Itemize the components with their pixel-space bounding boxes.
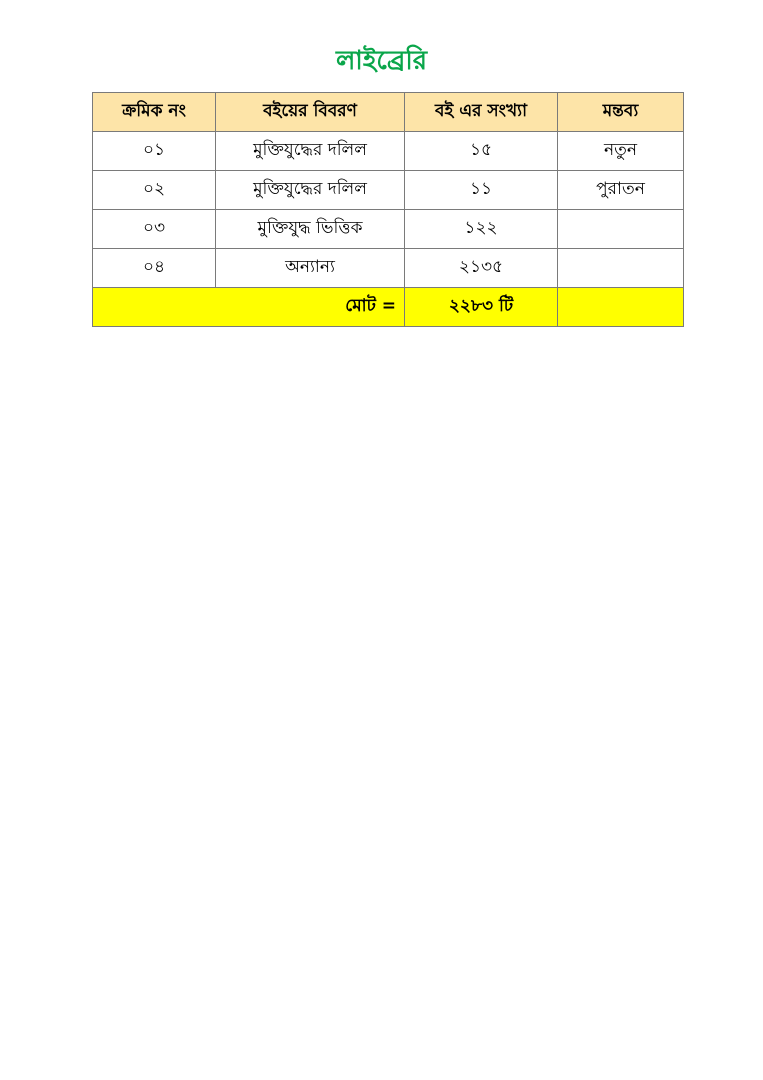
cell-description: মুক্তিযুদ্ধের দলিল xyxy=(216,171,405,210)
header-remark: মন্তব্য xyxy=(558,93,684,132)
header-serial: ক্রমিক নং xyxy=(93,93,216,132)
header-count: বই এর সংখ্যা xyxy=(405,93,558,132)
library-table xyxy=(92,92,684,327)
cell-remark: নতুন xyxy=(558,132,684,171)
cell-serial: ০১ xyxy=(93,132,216,171)
cell-serial: ০৪ xyxy=(93,249,216,288)
page-title: লাইব্রেরি xyxy=(335,46,428,76)
total-label: মোট = xyxy=(93,288,405,327)
cell-serial: ০৩ xyxy=(93,210,216,249)
table-row xyxy=(93,171,684,210)
cell-description: অন্যান্য xyxy=(216,249,405,288)
table-row xyxy=(93,210,684,249)
cell-count: ১৫ xyxy=(405,132,558,171)
total-row xyxy=(93,288,684,327)
cell-remark xyxy=(558,210,684,249)
table-row xyxy=(93,132,684,171)
cell-remark: পুরাতন xyxy=(558,171,684,210)
total-value: ২২৮৩ টি xyxy=(405,288,558,327)
table-row xyxy=(93,249,684,288)
cell-description: মুক্তিযুদ্ধ ভিত্তিক xyxy=(216,210,405,249)
cell-count: ২১৩৫ xyxy=(405,249,558,288)
cell-remark xyxy=(558,249,684,288)
header-description: বইয়ের বিবরণ xyxy=(216,93,405,132)
cell-description: মুক্তিযুদ্ধের দলিল xyxy=(216,132,405,171)
total-remark xyxy=(558,288,684,327)
cell-serial: ০২ xyxy=(93,171,216,210)
cell-count: ১২২ xyxy=(405,210,558,249)
table-header-row xyxy=(93,93,684,132)
cell-count: ১১ xyxy=(405,171,558,210)
